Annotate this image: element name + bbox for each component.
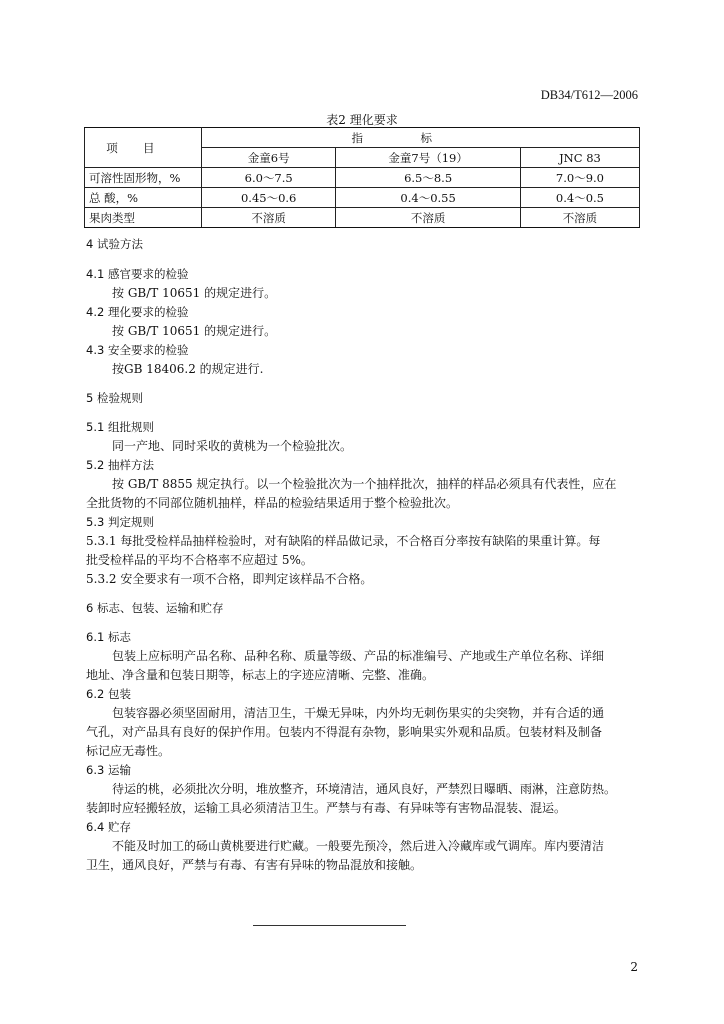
variety-cell: 金童6号 [202,148,336,168]
value-cell: 0.45～0.6 [202,188,336,208]
table-row [85,208,640,228]
value-cell: 7.0～9.0 [520,168,639,188]
body-text-line: 卫生，通风良好，严禁与有毒、有害有异味的物品混放和接触。 [86,858,423,872]
subsection-heading: 6.4 贮存 [86,820,131,834]
body-text-line: 同一产地、同时采收的黄桃为一个检验批次。 [112,439,353,453]
value-cell: 6.0～7.5 [202,168,336,188]
body-text-line: 按 GB/T 10651 的规定进行。 [112,286,277,300]
value-cell: 0.4～0.5 [520,188,639,208]
row-item-cell: 总 酸，% [85,188,202,208]
body-text-line: 包装容器必须坚固耐用，清洁卫生，干燥无异味，内外均无刺伤果实的尖突物，并有合适的通 [112,706,605,720]
section-heading: 6 标志、包装、运输和贮存 [86,601,224,615]
subsection-heading: 4.3 安全要求的检验 [86,343,189,357]
variety-cell: 金童7号（19） [336,148,521,168]
header-indicator-cell: 指标 [202,128,640,148]
table-row [85,188,640,208]
body-text-line: 5.3.1 每批受检样品抽样检验时，对有缺陷的样品做记录，不合格百分率按有缺陷的果重计算。每 [86,534,601,548]
body-text-line: 按GB 18406.2 的规定进行. [112,362,264,376]
page-number: 2 [630,960,638,974]
header-item-cell: 项目 [85,128,202,168]
subsection-heading: 4.1 感官要求的检验 [86,267,189,281]
body-text-line: 按 GB/T 8855 规定执行。以一个检验批次为一个抽样批次，抽样的样品必须具有代表性，应在 [112,477,617,491]
physicochemical-requirements-table [84,127,640,228]
subsection-heading: 5.1 组批规则 [86,420,154,434]
body-text-line: 不能及时加工的砀山黄桃要进行贮藏。一般要先预冷，然后进入冷藏库或气调库。库内要清洁 [112,839,605,853]
subsection-heading: 5.2 抽样方法 [86,458,154,472]
value-cell: 不溶质 [520,208,639,228]
subsection-heading: 4.2 理化要求的检验 [86,305,189,319]
table-title: 表2 理化要求 [326,113,398,127]
body-text-line: 按 GB/T 10651 的规定进行。 [112,324,277,338]
value-cell: 6.5～8.5 [336,168,521,188]
body-text-line: 待运的桃，必须批次分明，堆放整齐，环境清洁，通风良好，严禁烈日曝晒、雨淋，注意防热。 [112,782,617,796]
row-item-cell: 可溶性固形物，% [85,168,202,188]
subsection-heading: 5.3 判定规则 [86,515,154,529]
body-text-line: 包装上应标明产品名称、品种名称、质量等级、产品的标准编号、产地或生产单位名称、详细 [112,649,605,663]
body-text-line: 批受检样品的平均不合格率不应超过 5%。 [86,553,313,567]
standard-code: DB34/T612—2006 [540,88,638,102]
body-text-line: 5.3.2 安全要求有一项不合格，即判定该样品不合格。 [86,572,373,586]
body-text-line: 全批货物的不同部位随机抽样，样品的检验结果适用于整个检验批次。 [86,496,459,510]
value-cell: 不溶质 [336,208,521,228]
section-heading: 4 试验方法 [86,237,143,251]
section-heading: 5 检验规则 [86,391,143,405]
subsection-heading: 6.1 标志 [86,630,131,644]
variety-cell: JNC 83 [520,148,639,168]
body-text-line: 地址、净含量和包装日期等，标志上的字迹应清晰、完整、准确。 [86,668,435,682]
subsection-heading: 6.2 包装 [86,687,131,701]
body-text-line: 装卸时应轻搬轻放，运输工具必须清洁卫生。严禁与有毒、有异味等有害物品混装、混运。 [86,801,567,815]
value-cell: 不溶质 [202,208,336,228]
body-text-line: 标记应无毒性。 [86,744,171,758]
row-item-cell: 果肉类型 [85,208,202,228]
value-cell: 0.4～0.55 [336,188,521,208]
table-header-row [85,128,640,148]
table-row [85,168,640,188]
body-text-line: 气孔，对产品具有良好的保护作用。包装内不得混有杂物，影响果实外观和品质。包装材料及制备 [86,725,603,739]
subsection-heading: 6.3 运输 [86,763,131,777]
end-rule [253,925,406,926]
